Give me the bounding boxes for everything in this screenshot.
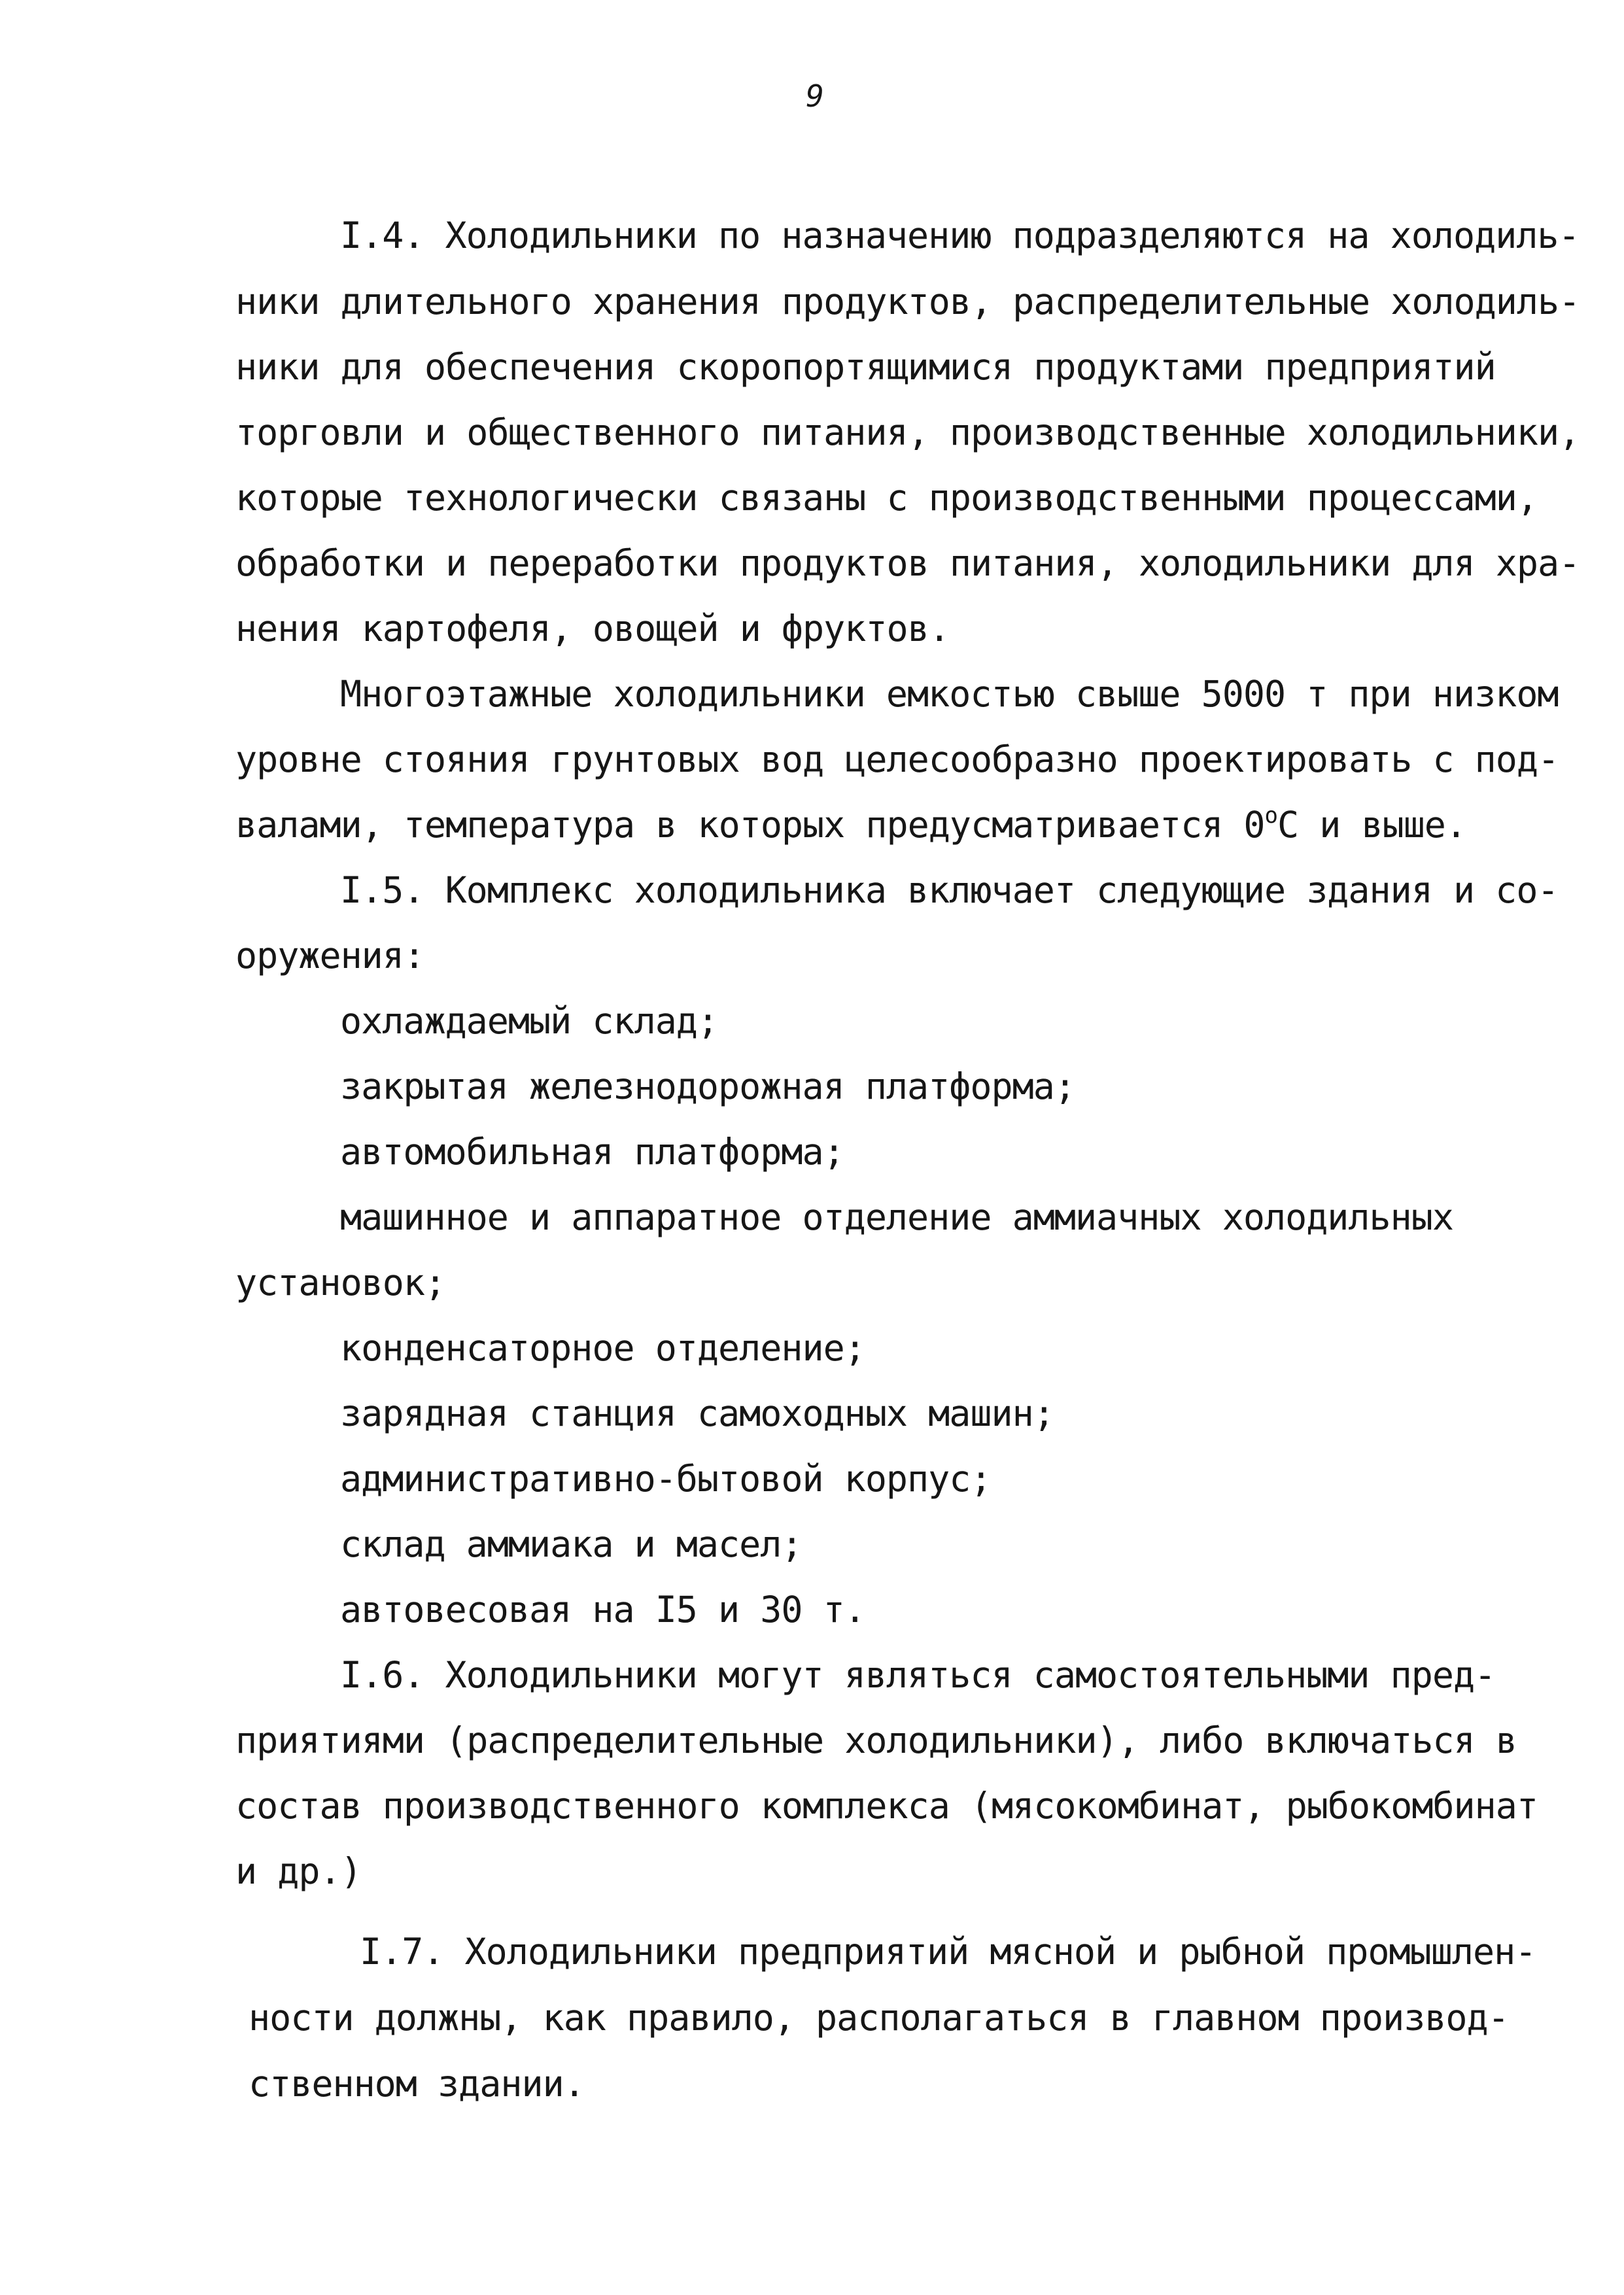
text-line: уровне стояния грунтовых вод целесообразно проектировать с под- xyxy=(235,738,1559,780)
text-line: ственном здании. xyxy=(249,2063,585,2105)
text-line: ности должны, как правило, располагаться в главном производ- xyxy=(249,1997,1509,2039)
temperature-text-after: С и выше. xyxy=(1277,804,1467,846)
text-line-temperature xyxy=(235,802,1466,848)
text-line: которые технологически связаны с производственными процессами, xyxy=(235,477,1538,519)
text-line: оружения: xyxy=(235,935,425,976)
text-line: I.5. Комплекс холодильника включает следующие здания и со- xyxy=(340,869,1559,911)
page-number: 9 xyxy=(806,78,824,114)
text-line: ники для обеспечения скоропортящимися продуктами предприятий xyxy=(235,346,1496,388)
text-line: торговли и общественного питания, производственные холодильники, xyxy=(235,411,1580,453)
text-line: I.4. Холодильники по назначению подразделяются на холодиль- xyxy=(340,215,1580,256)
text-line: приятиями (распределительные холодильники), либо включаться в xyxy=(235,1719,1517,1761)
list-item: зарядная станция самоходных машин; xyxy=(340,1392,1054,1434)
text-line: I.7. Холодильники предприятий мясной и рыбной промышлен- xyxy=(360,1931,1536,1973)
list-item-continuation: установок; xyxy=(235,1262,446,1303)
text-line: и др.) xyxy=(235,1850,362,1892)
list-item: конденсаторное отделение; xyxy=(340,1327,865,1369)
list-item: склад аммиака и масел; xyxy=(340,1523,803,1565)
list-item: автомобильная платформа; xyxy=(340,1131,844,1173)
list-item: охлаждаемый склад; xyxy=(340,1000,719,1042)
text-line: ники длительного хранения продуктов, распределительные холодиль- xyxy=(235,281,1580,322)
list-item: машинное и аппаратное отделение аммиачных холодильных xyxy=(340,1196,1453,1238)
degree-superscript: о xyxy=(1264,802,1278,829)
list-item: автовесовая на I5 и 30 т. xyxy=(340,1589,865,1631)
list-item: закрытая железнодорожная платформа; xyxy=(340,1065,1075,1107)
text-line: I.6. Холодильники могут являться самостоятельными пред- xyxy=(340,1654,1496,1696)
list-item: административно-бытовой корпус; xyxy=(340,1458,992,1500)
text-line: состав производственного комплекса (мясокомбинат, рыбокомбинат xyxy=(235,1785,1538,1827)
text-line: нения картофеля, овощей и фруктов. xyxy=(235,608,950,649)
temperature-text-before: валами, температура в которых предусматривается 0 xyxy=(235,804,1265,846)
text-line: обработки и переработки продуктов питания, холодильники для хра- xyxy=(235,542,1580,584)
text-line: Многоэтажные холодильники емкостью свыше 5000 т при низком xyxy=(340,673,1559,715)
